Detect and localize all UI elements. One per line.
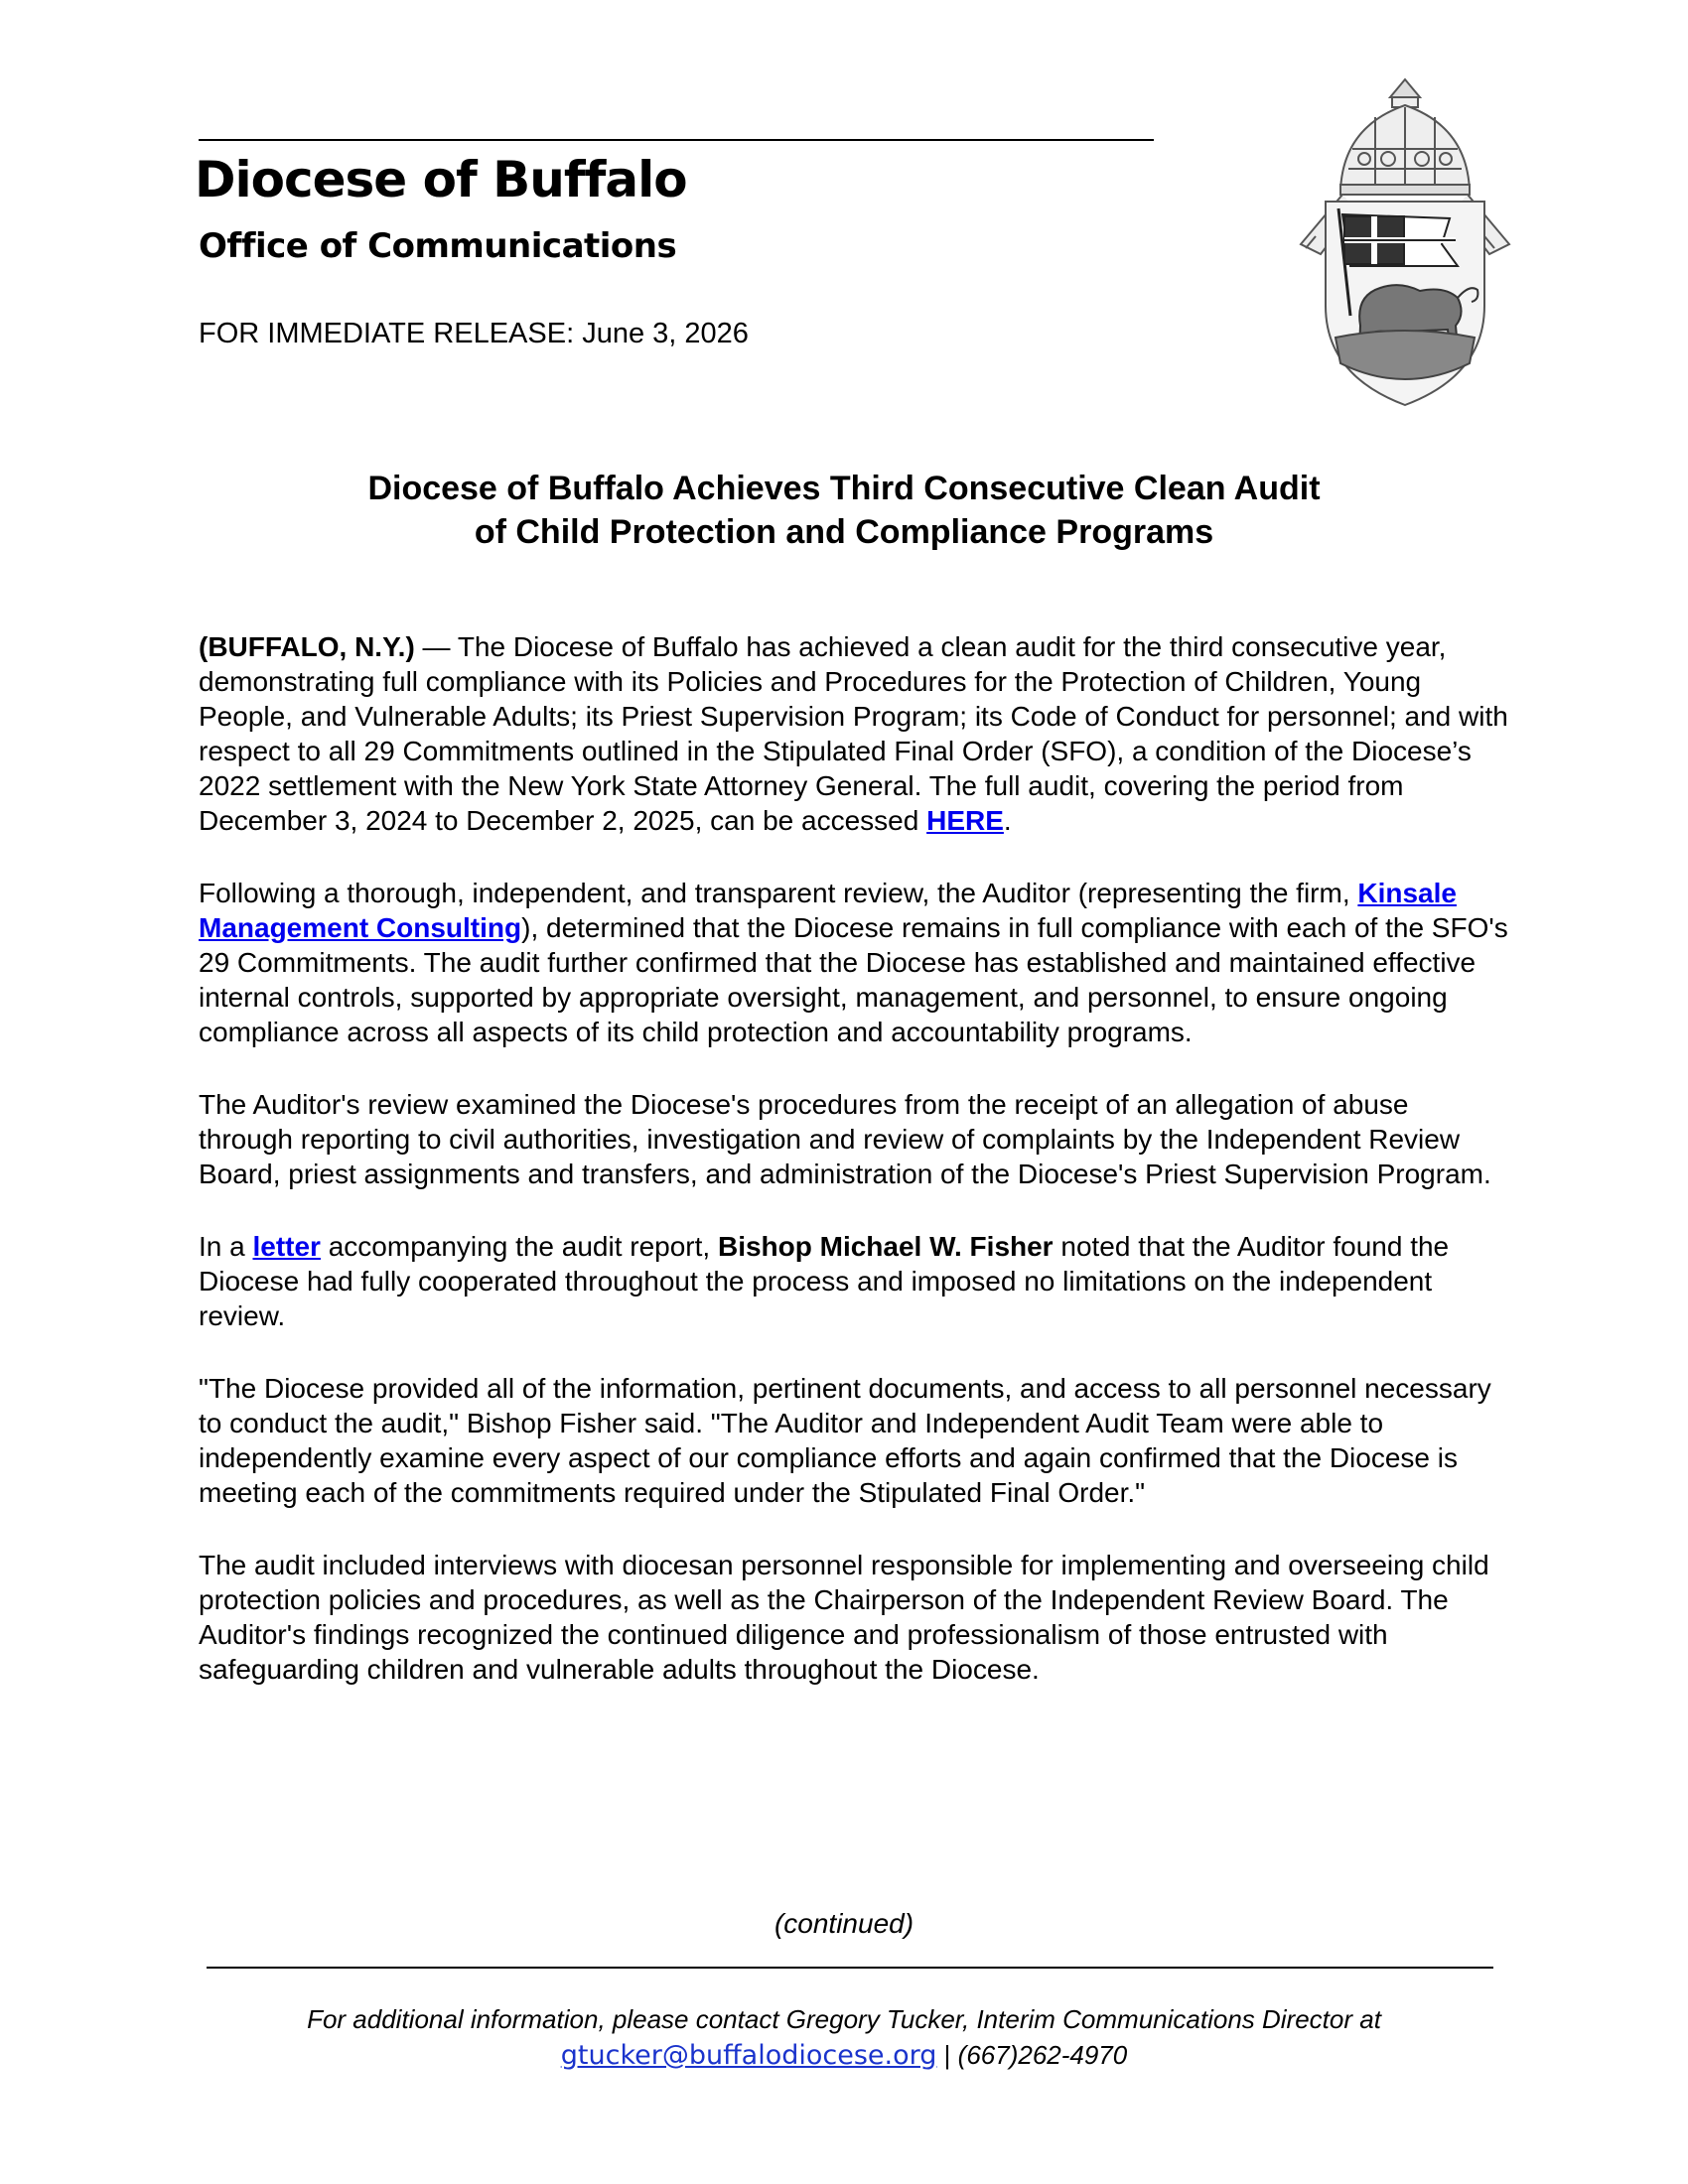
dateline: (BUFFALO, N.Y.) <box>199 631 415 662</box>
contact-phone: (667)262-4970 <box>957 2040 1128 2070</box>
paragraph-1-end: . <box>1003 805 1012 836</box>
continued-note: (continued) <box>774 1908 914 1939</box>
contact-footer <box>0 2001 1688 2074</box>
letter-link[interactable]: letter <box>252 1231 321 1262</box>
paragraph-1-text: — The Diocese of Buffalo has achieved a clean audit for the third consecutive year, demonstrating full compliance with its Policies and Procedures for the Protection of Children, Young People, and Vulnerable Adults; its Priest Supervision Program; its Code of Conduct for personnel; and with respect to all 29 Commitments outlined in the Stipulated Final Order (SFO), a condition of the Diocese’s 2022 settlement with the New York State Attorney General. The full audit, covering the period from December 3, 2024 to December 2, 2025, can be accessed <box>199 631 1508 836</box>
contact-details <box>0 2037 1688 2074</box>
paragraph-2-text-a: Following a thorough, independent, and transparent review, the Auditor (representing the firm, <box>199 878 1358 908</box>
header-top-rule <box>199 139 1154 141</box>
headline-line-1: Diocese of Buffalo Achieves Third Consecutive Clean Audit <box>367 470 1321 507</box>
footer-rule <box>207 1967 1493 1969</box>
press-release-body <box>199 629 1509 1724</box>
paragraph-2 <box>199 876 1509 1049</box>
paragraph-4-text-c: noted that the Auditor found the Diocese had fully cooperated throughout the process and imposed no limitations on the independent review. <box>199 1231 1450 1331</box>
diocese-coat-of-arms-icon <box>1281 77 1529 415</box>
release-date-line: FOR IMMEDIATE RELEASE: June 3, 2026 <box>199 318 749 349</box>
office-name: Office of Communications <box>199 226 677 266</box>
paragraph-1 <box>199 629 1509 838</box>
paragraph-4 <box>199 1229 1509 1333</box>
paragraph-3: The Auditor's review examined the Diocese's procedures from the receipt of an allegation of abuse through reporting to civil authorities, investigation and review of complaints by the Independent Review Board, priest assignments and transfers, and administration of the Diocese's Priest Supervision Program. <box>199 1089 1491 1189</box>
contact-separator: | <box>943 2040 951 2070</box>
bishop-name: Bishop Michael W. Fisher <box>717 1231 1054 1262</box>
paragraph-4-text-b: accompanying the audit report, <box>320 1231 718 1262</box>
paragraph-4-text-a: In a <box>199 1231 253 1262</box>
press-release-headline <box>149 467 1539 554</box>
contact-email-link[interactable]: gtucker@buffalodiocese.org <box>560 2040 937 2071</box>
paragraph-5-quote: "The Diocese provided all of the information, pertinent documents, and access to all personnel necessary to conduct the audit," Bishop Fisher said. "The Auditor and Independent Audit Team were able to independently examine every aspect of our compliance efforts and again confirmed that the Diocese is meeting each of the commitments required under the Stipulated Final Order." <box>199 1373 1491 1508</box>
kinsale-link[interactable]: Kinsale Management Consulting <box>199 878 1457 943</box>
audit-here-link[interactable]: HERE <box>926 805 1004 836</box>
organization-name: Diocese of Buffalo <box>195 151 687 208</box>
contact-line: For additional information, please contact Gregory Tucker, Interim Communications Director at <box>307 2004 1381 2034</box>
paragraph-6: The audit included interviews with diocesan personnel responsible for implementing and overseeing child protection policies and procedures, as well as the Chairperson of the Independent Review Board. The Auditor's findings recognized the continued diligence and professionalism of those entrusted with safeguarding children and vulnerable adults throughout the Diocese. <box>199 1550 1489 1685</box>
paragraph-2-text-b: ), determined that the Diocese remains in full compliance with each of the SFO's 29 Commitments. The audit further confirmed that the Diocese has established and maintained effective internal controls, supported by appropriate oversight, management, and personnel, to ensure ongoing compliance across all aspects of its child protection and accountability programs. <box>199 912 1508 1047</box>
headline-line-2: of Child Protection and Compliance Programs <box>474 513 1214 551</box>
